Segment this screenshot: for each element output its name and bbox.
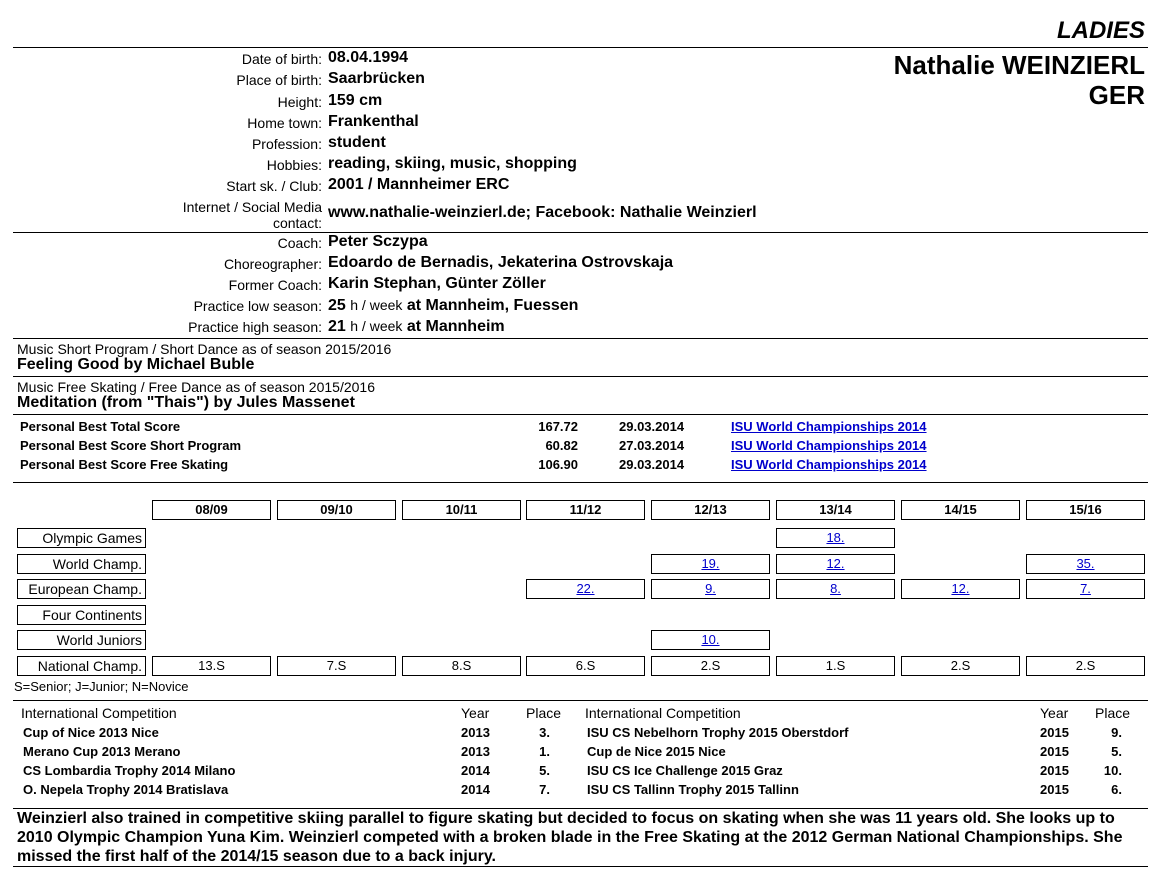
pb-free-event-link[interactable]: ISU World Championships 2014 [731,457,927,472]
pb-free-label: Personal Best Score Free Skating [20,457,229,472]
national-champ-result: 1.S [776,656,895,676]
olympic-games-result-link[interactable]: 18. [826,530,845,545]
bio-value: 159 cm [328,92,383,109]
divider [13,414,1148,415]
legend: S=Senior; J=Junior; N=Novice [14,679,189,694]
world-champ-result [651,554,770,574]
divider [13,866,1148,867]
intl-competition-place: 7. [539,782,550,797]
national-champ-result: 7.S [277,656,396,676]
intl-competition-year: 2013 [461,725,490,740]
bio-value: Saarbrücken [328,70,425,87]
practice-low-unit: h / week [350,297,403,313]
european-champ-result [901,579,1020,599]
european-champ-result-link[interactable]: 22. [576,581,595,596]
olympic-games-result [776,528,895,548]
intl-competition-place: 5. [1111,744,1122,759]
practice-low-hours: 25 [328,297,346,314]
internet-label: contact: [272,215,322,231]
four-continents-label: Four Continents [17,605,146,625]
intl-competition-name: ISU CS Tallinn Trophy 2015 Tallinn [587,782,799,797]
coach-label: Coach: [277,235,322,251]
pb-total-event-link[interactable]: ISU World Championships 2014 [731,419,927,434]
national-champ-result: 2.S [1026,656,1145,676]
world-champ-result-link[interactable]: 19. [701,556,720,571]
european-champ-result [776,579,895,599]
national-champ-result: 13.S [152,656,271,676]
olympic-games-label: Olympic Games [17,528,146,548]
pb-total-score: 167.72 [538,419,578,434]
music-short-label: Music Short Program / Short Dance as of season 2015/2016 [17,341,392,357]
bio-value: 08.04.1994 [328,49,409,66]
intl-competition-year: 2015 [1040,744,1069,759]
intl-competition-name: O. Nepela Trophy 2014 Bratislava [23,782,229,797]
intl-competition-name: CS Lombardia Trophy 2014 Milano [23,763,236,778]
internet-label: Internet / Social Media [182,199,322,215]
bio-label: Home town: [247,115,322,131]
bio-label: Profession: [251,136,322,152]
intl-competition-name: Cup de Nice 2015 Nice [587,744,726,759]
european-champ-result [1026,579,1145,599]
intl-competition-name: Cup of Nice 2013 Nice [23,725,159,740]
bio-value: reading, skiing, music, shopping [328,155,577,172]
pb-short-label: Personal Best Score Short Program [20,438,242,453]
category-title: LADIES [1056,17,1145,44]
choreographer-value: Edoardo de Bernadis, Jekaterina Ostrovskaja [328,254,674,271]
divider [13,47,1148,48]
world-champ-result [776,554,895,574]
national-champ-result: 2.S [651,656,770,676]
intl-competition-name: ISU CS Nebelhorn Trophy 2015 Oberstdorf [587,725,849,740]
intl-header-place-right: Place [1095,705,1131,721]
former-coach-value: Karin Stephan, Günter Zöller [328,275,546,292]
coach-value: Peter Sczypa [328,233,428,250]
pb-total-label: Personal Best Total Score [20,419,181,434]
intl-competition-name: ISU CS Ice Challenge 2015 Graz [587,763,783,778]
music-free-value: Meditation (from "Thais") by Jules Massenet [17,394,355,411]
skater-name: Nathalie WEINZIERL [893,50,1145,80]
music-free-label: Music Free Skating / Free Dance as of season 2015/2016 [17,379,375,395]
practice-high-unit: h / week [350,318,403,334]
world-juniors-result [651,630,770,650]
intl-header-year-right: Year [1040,705,1069,721]
pb-short-event-link[interactable]: ISU World Championships 2014 [731,438,927,453]
intl-header-year-left: Year [461,705,490,721]
national-champ-result: 6.S [526,656,645,676]
pb-short-date: 27.03.2014 [619,438,685,453]
season-header: 08/09 [152,500,271,520]
bio-value: Frankenthal [328,113,419,130]
skater-nation: GER [1088,80,1145,110]
bio-value: 2001 / Mannheimer ERC [328,176,510,193]
intl-header-comp-left: International Competition [21,705,177,721]
practice-high-label: Practice high season: [188,319,322,335]
european-champ-result-link[interactable]: 7. [1080,581,1091,596]
european-champ-result-link[interactable]: 9. [705,581,716,596]
world-champ-result-link[interactable]: 35. [1076,556,1095,571]
world-juniors-result-link[interactable]: 10. [701,632,720,647]
intl-competition-place: 5. [539,763,550,778]
season-header: 15/16 [1026,500,1145,520]
intl-competition-year: 2014 [461,763,490,778]
intl-competition-place: 10. [1103,763,1122,778]
pb-total-date: 29.03.2014 [619,419,685,434]
season-header: 12/13 [651,500,770,520]
choreographer-label: Choreographer: [223,256,322,272]
national-champ-label: National Champ. [17,656,146,676]
divider [13,376,1148,377]
season-header: 13/14 [776,500,895,520]
national-champ-result: 2.S [901,656,1020,676]
season-header: 10/11 [402,500,521,520]
intl-competition-year: 2013 [461,744,490,759]
world-juniors-label: World Juniors [17,630,146,650]
intl-competition-year: 2015 [1040,725,1069,740]
former-coach-label: Former Coach: [228,277,322,293]
bio-label: Date of birth: [241,51,322,67]
practice-low-place: at Mannheim, Fuessen [406,297,579,314]
world-champ-result-link[interactable]: 12. [826,556,845,571]
european-champ-result [651,579,770,599]
bio-label: Place of birth: [236,72,322,88]
european-champ-result-link[interactable]: 12. [951,581,970,596]
pb-free-score: 106.90 [538,457,578,472]
intl-competition-year: 2015 [1040,763,1069,778]
bio-label: Height: [277,94,322,110]
season-header: 09/10 [277,500,396,520]
national-champ-result: 8.S [402,656,521,676]
practice-low-value [328,296,578,315]
intl-header-comp-right: International Competition [585,705,741,721]
divider [13,232,1148,233]
pb-short-score: 60.82 [545,438,578,453]
divider [13,482,1148,483]
intl-competition-place: 1. [539,744,550,759]
world-champ-result [1026,554,1145,574]
divider [13,338,1148,339]
divider [13,700,1148,701]
bio-value: student [328,134,386,151]
intl-competition-place: 9. [1111,725,1122,740]
practice-high-value [328,317,505,336]
intl-header-place-left: Place [526,705,562,721]
season-header: 11/12 [526,500,645,520]
practice-high-place: at Mannheim [406,318,505,335]
pb-free-date: 29.03.2014 [619,457,685,472]
intl-competition-place: 6. [1111,782,1122,797]
european-champ-result-link[interactable]: 8. [830,581,841,596]
internet-value: www.nathalie-weinzierl.de; Facebook: Nathalie Weinzierl [328,204,757,221]
practice-low-label: Practice low season: [193,298,322,314]
practice-high-hours: 21 [328,318,346,335]
intl-competition-place: 3. [539,725,550,740]
european-champ-result [526,579,645,599]
season-header: 14/15 [901,500,1020,520]
intl-competition-name: Merano Cup 2013 Merano [23,744,181,759]
career-notes: Weinzierl also trained in competitive skiing parallel to figure skating but decided to focus on skating when she was 11 years old. She looks up to 2010 Olympic Champion Yuna Kim. Weinzierl competed with a broken blade in the Free Skating at the 2012 German National Championships. She missed the first half of the 2014/15 season due to a back injury. [17,810,1123,865]
intl-competition-year: 2015 [1040,782,1069,797]
intl-competition-year: 2014 [461,782,490,797]
music-short-value: Feeling Good by Michael Buble [17,356,255,373]
world-champ-label: World Champ. [17,554,146,574]
european-champ-label: European Champ. [17,579,146,599]
bio-label: Start sk. / Club: [226,178,322,194]
bio-label: Hobbies: [266,157,322,173]
